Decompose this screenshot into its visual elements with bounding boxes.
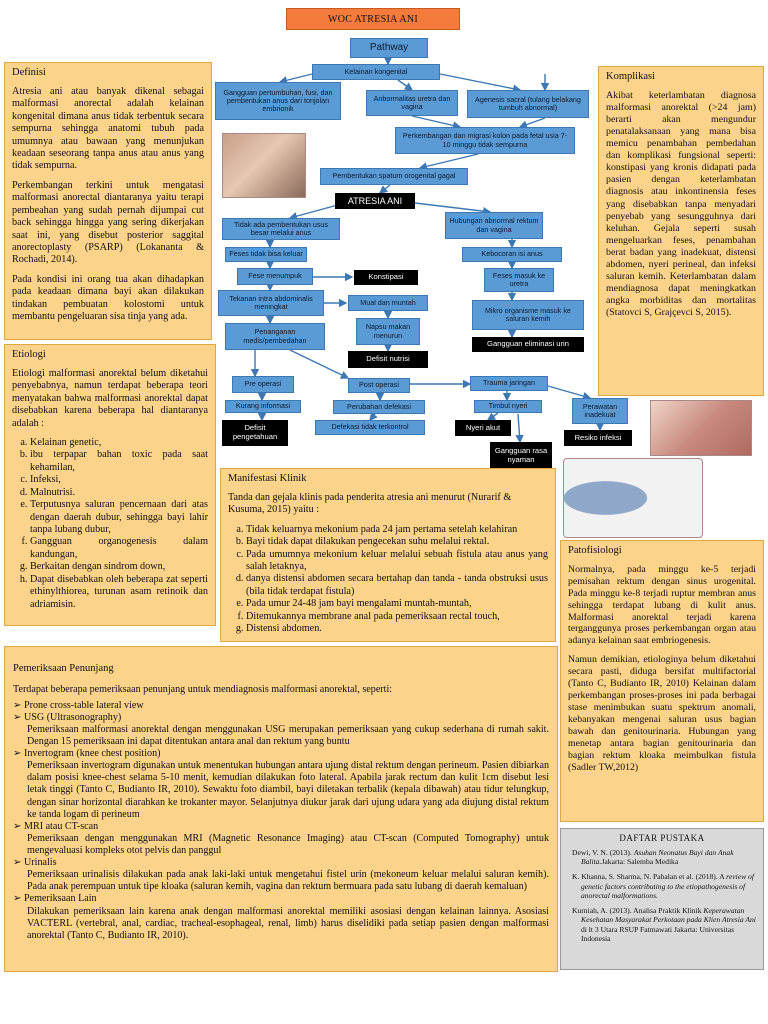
list-item: c. Infeksi,	[30, 474, 208, 486]
node-gangguan-rasa-nyaman: Gangguan rasa nyaman	[490, 442, 552, 470]
patofisiologi-panel	[560, 540, 764, 822]
manifestasi-intro: Tanda dan gejala klinis pada penderita atresia ani menurut (Nurarif & Kusuma, 2015) yaitu :	[228, 491, 512, 516]
node-timbul-nyeri: Timbul nyeri	[474, 400, 542, 413]
node-atresia-ani: ATRESIA ANI	[335, 193, 415, 209]
definisi-paragraph: Pada kondisi ini orang tua akan dihadapkan pada keadaan dimana bayi akan dilakukan tindakan pembuatan kolostomi untuk membantu pengeluaran sisa tinja yang ada.	[12, 273, 204, 323]
list-item: a. Tidak keluarnya mekonium pada 24 jam pertama setelah kelahiran	[246, 524, 548, 536]
baby-photo-1	[222, 133, 306, 198]
list-item: h. Dapat disebabkan oleh beberapa zat seperti ethinylthiorea, turunan asam retinoik dan adriamisin.	[30, 574, 208, 611]
node-trauma-jaringan: Trauma jaringan	[470, 376, 548, 391]
definisi-panel	[4, 62, 212, 340]
manifestasi-heading: Manifestasi Klinik	[228, 473, 307, 484]
pemeriksaan-item: ➢ Invertogram (knee chest position)	[13, 748, 161, 760]
patofisiologi-paragraph: Normalnya, pada minggu ke-5 terjadi pemisahan rektum dengan sinus urogenital. Pada minggu ke-8 terjadi ruptur membran anus sehingga terdapat lubang di kulit anus. Malformasi anorektal terjadi karena terganggunya proses perkembangan organ atau adanya kelainan saat embriogenesis.	[568, 563, 756, 647]
definisi-heading: Definisi	[12, 67, 46, 78]
list-item: g. Berkaitan dengan sindrom down,	[30, 561, 208, 573]
reference-item: Dewi, V. N. (2013). Asuhan Neonatus Bayi dan Anak Balita.Jakarta: Salemba Medika	[572, 847, 734, 867]
list-item: c. Pada umumnya mekonium keluar melalui sebuah fistula atau anus yang salah letaknya,	[246, 549, 548, 574]
etiologi-intro: Etiologi malformasi anorektal belum diketahui penyebabnya, namun terdapat beberapa teori menyatakan bahwa malformasi anorektal dapat disebabkan karena beberapa hal diantaranya adalah :	[12, 367, 208, 429]
pemeriksaan-item: ➢ MRI atau CT-scan	[13, 820, 99, 832]
daftar-pustaka-heading: DAFTAR PUSTAKA	[619, 833, 705, 843]
pemeriksaan-desc: Pemeriksaan invertogram digunakan untuk menentukan hubungan antara ujung distal rektum dengan perineum. Pasien dibiarkan dalam posisi knee-chest selama 5-10 menit, kemudian dilakukan foto lateral. Apabila jarak rectum dan kulit 1cm disebut lesi letak tinggi (Tanto C, Budianto IR, 2010). Sewaktu foto diambil, bayi diletakan terbalik (kepala dibawah) atau tidur telungkup, dengan sinar horizontal diarahkan ke trokanter mayor. Selanjutnya diukur jarak dari ujung udara yang ada diujung distal rektum ke tanda logam di perineum	[27, 760, 549, 820]
node-fese-menumpuk: Fese menumpuk	[237, 268, 313, 285]
pathway-label: Pathway	[350, 38, 428, 58]
pemeriksaan-heading: Pemeriksaan Penunjang	[13, 663, 114, 674]
baby-photo-3	[563, 458, 703, 538]
list-item: g. Distensi abdomen.	[246, 623, 548, 635]
node-napsu-makan: Napsu makan menurun	[356, 318, 420, 345]
node-mikro-organisme: Mikro organisme masuk ke saluran kemih	[472, 300, 584, 330]
pemeriksaan-item: ➢ Prone cross-table lateral view	[13, 699, 144, 711]
daftar-pustaka-panel	[560, 828, 764, 970]
node-kurang-informasi: Kurang informasi	[225, 400, 301, 413]
node-defekasi-tidak-terkontrol: Defekasi tidak terkontrol	[315, 420, 425, 435]
reference-item: Kurniah, A. (2013). Analisa Praktik Klinik Keperawatan Kesehatan Masyarakat Perkotaan pada Klien Atresia Ani di lt 3 Utara RSUP Fatmawati Jakarta: Universitas Indonesia	[572, 906, 756, 943]
node-perawatan-inadekuat: Perawatan inadekuat	[572, 398, 628, 424]
pemeriksaan-panel	[4, 646, 558, 972]
pemeriksaan-desc: Pemeriksaan malformasi anorektal dengan menggunakan USG merupakan pemeriksaan yang cukup sederhana di rumah sakit. Dengan 15 pemeriksaan ini dapat ditentukan antara anal dan rektum yang buntu	[27, 723, 549, 748]
manifestasi-panel	[220, 468, 556, 642]
patofisiologi-paragraph: Namun demikian, etiologinya belum diketahui secara pasti, diduga bersifat multifactorial (Tanto C, Budianto IR, 2010) Kelainan dalam perkembangan proses-proses ini pada berbagai stase menimbukan suatu spektrum anomali, kebanyakan mengenai saluran usus bagian bawah dan genitourinaria. Hubungan yang menetap antara bagian genitourinaria dan bagian rektum kloaka meimbulkan fistula (Sadler TW,2012)	[568, 654, 756, 773]
node-konstipasi: Konstipasi	[354, 270, 418, 285]
node-post-operasi: Post operasi	[348, 378, 410, 393]
node-kebocoran: Kebocoran isi anus	[462, 247, 562, 262]
node-perubahan-defekasi: Perubahan defekasi	[333, 400, 425, 414]
node-pre-operasi: Pre operasi	[232, 376, 294, 393]
reference-item: K. Khanna, S. Sharma, N. Pabalan et al. (2018). A review of genetic factors contributing to the etiopathogenesis of anorectal malformations.	[572, 872, 754, 900]
definisi-paragraph: Atresia ani atau banyak dikenal sebagai malformasi anorectal adalah kelainan kongenital dimana anus tidak terbentuk secara sempurna sehingga anatomi tubuh pada umumnya atau bawaan yang menunjukan keadaan seseorang tanpa anus atau anus yang tidak sempurna.	[12, 85, 204, 172]
komplikasi-heading: Komplikasi	[606, 71, 655, 82]
pemeriksaan-desc: Dilakukan pemeriksaan lain karena anak dengan malformasi anorektal memiliki asosiasi dengan kelainan lainnya. Asosiasi VACTERL (vertebral, anal, cardiac, tracheal-esophageal, renal, limb) harus diselidiki pada setiap pasien dengan malformasi anorektal (Tanto C, Budianto IR, 2010).	[27, 905, 549, 941]
list-item: b. ibu terpapar bahan toxic pada saat kehamilan,	[30, 449, 208, 474]
pemeriksaan-desc: Pemeriksaan urinalisis dilakukan pada anak laki-laki untuk mengetahui fistel urin (mekoneum keluar melalui saluran kemih). Pada anak perempuan untuk tipe kloaka (saluran kemih, vagina dan rektum bermuara pada satu lubang di daerah kemaluan)	[27, 869, 549, 893]
etiologi-panel	[4, 344, 216, 626]
node-agenesis: Agenesis sacral (tulang belakang tumbuh abnormal)	[467, 90, 589, 118]
pemeriksaan-item: ➢ Pemeriksaan Lain	[13, 893, 97, 905]
list-item: b. Bayi tidak dapat dilakukan pengecekan suhu melalui rektal.	[246, 536, 548, 548]
definisi-paragraph: Perkembangan terkini untuk mengatasi malformasi anorectal diantaranya yaitu terapi pembeahan yang sudah pernah dijumpai cut back sehingga hingga yang sering dikerjakan saat ini, yang disebut posterior saggital anorectoplasty (PSARP) (Lokananta & Rochadi, 2014).	[12, 179, 204, 266]
list-item: d. danya distensi abdomen secara bertahap dan tanda - tanda obstruksi usus (bila tidak terdapat fistula)	[246, 573, 548, 598]
node-nyeri-akut: Nyeri akut	[455, 420, 511, 436]
node-defisit-pengetahuan: Defisit pengetahuan	[222, 420, 288, 446]
node-tekanan-intra: Tekanan intra abdominalis meningkat	[218, 290, 324, 316]
manifestasi-list	[228, 524, 548, 636]
pemeriksaan-desc: Pemeriksaan dengan menggunakan MRI (Magnetic Resonance Imaging) atau CT-scan (Computed Tomography) untuk mengevaluasi kompleks otot pelvis dan panggul	[27, 832, 549, 857]
list-item: a. Kelainan genetic,	[30, 437, 208, 449]
etiologi-heading: Etiologi	[12, 349, 46, 360]
node-resiko-infeksi: Resiko infeksi	[564, 430, 632, 446]
node-gangguan-eliminasi: Gangguan eliminasi urin	[472, 337, 584, 352]
pemeriksaan-intro: Terdapat beberapa pemeriksaan penunjang untuk mendiagnosis malformasi anorektal, seperti:	[13, 683, 393, 695]
list-item: e. Terputusnya saluran pencernaan dari atas dengan daerah dubur, sehingga bayi lahir tanpa lubang dubur,	[30, 499, 208, 536]
pemeriksaan-item: ➢ Urinalis	[13, 857, 57, 869]
list-item: f. Gangguan organogenesis dalam kandungan,	[30, 536, 208, 561]
node-penanganan: Penanganan medis/pembedahan	[225, 323, 325, 350]
node-defisit-nutrisi: Defisit nutrisi	[348, 351, 428, 368]
node-pembentukan: Pembentukan spatum orogenital gagal	[320, 168, 468, 185]
etiologi-list	[12, 437, 208, 611]
node-tidak-ada-pembentukan: Tidak ada pembentukan usus besar melalui anus	[222, 218, 340, 240]
list-item: e. Pada umur 24-48 jam bayi mengalami muntah-muntah,	[246, 598, 548, 610]
node-feses-tidak-keluar: Feses tidak bisa keluar	[225, 247, 307, 262]
baby-photo-2	[650, 400, 752, 456]
patofisiologi-heading: Patofisiologi	[568, 545, 622, 556]
list-item: d. Malnutrisi.	[30, 487, 208, 499]
node-gangguan-pertumbuhan: Gangguan pertumbuhan, fusi, dan pembentukan anus dari tonjolan embrionik	[215, 82, 341, 120]
pemeriksaan-item: ➢ USG (Ultrasonography)	[13, 711, 122, 723]
node-mual-muntah: Mual dan muntah	[348, 295, 428, 311]
title-text: WOC ATRESIA ANI	[327, 13, 419, 25]
list-item: f. Ditemukannya membrane anal pada pemeriksaan rectal touch,	[246, 611, 548, 623]
node-perkembangan: Perkembangan dan migrasi kolon pada fetal usia 7-10 minggu tidak sempurna	[395, 127, 575, 154]
node-feses-masuk-uretra: Feses masuk ke uretra	[484, 268, 554, 292]
komplikasi-panel	[598, 66, 764, 396]
komplikasi-text: Akibat keterlambatan diagnosa malformasi anorektal (>24 jam) berarti akan mengundur penatalaksanaan yang mana bisa memicu penambahan pembedahan dan komplikasi fungsional seperti: konstipasi yang kronis didapati pada pasien dengan keterlambatan diagnosis atau inkontinensia feses yang disebabkan tanpa menyadari penyebab yang sesungguhnya dari keluhan. Gejala seperti susah mengeluarkan feses, penambahan berat badan yang inadekuat, distensi abdomen, nyeri perineal, dan infeksi saluran kemih. Keterlambatan dalam mendiagnosa dapat meningkatkan angka morbiditas dan mortalitas (Statovci S, Grajçevci S, 2015).	[606, 89, 756, 319]
node-abnormalitas: Anbormalitas uretra dan vagina	[366, 90, 458, 116]
node-hubungan-abnormal: Hubungan abnormal rektum dan vagina	[445, 212, 543, 239]
node-kelainan-kongenital: Kelainan kongenital	[312, 64, 440, 80]
